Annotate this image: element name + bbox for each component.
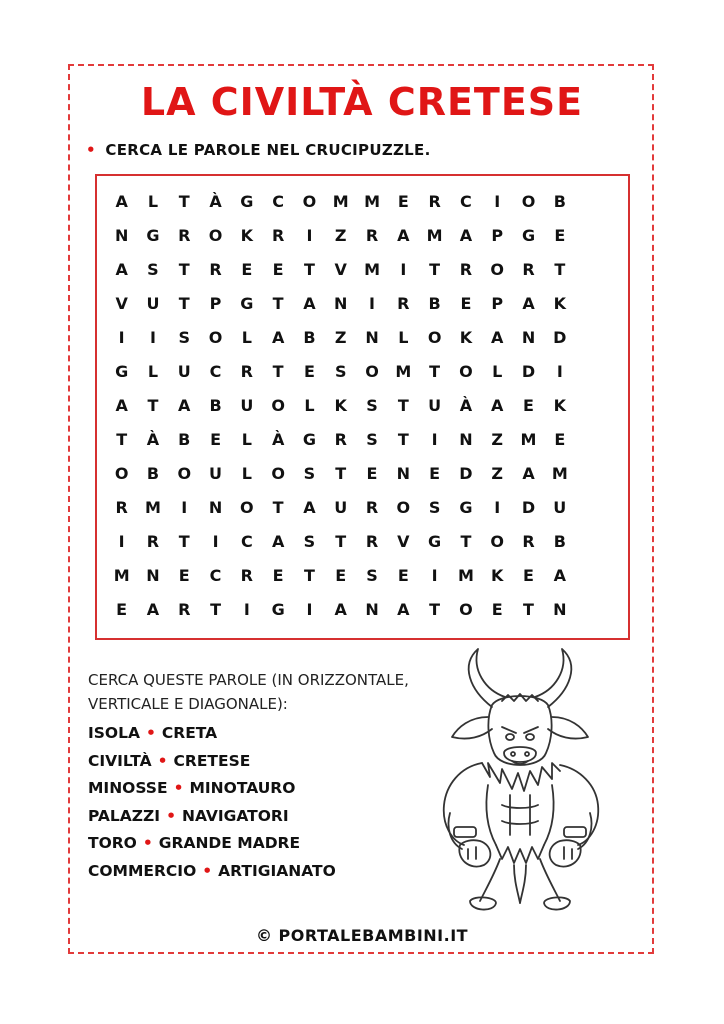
grid-letter: A [397,600,410,619]
word-list-line [88,803,448,831]
grid-letter: B [428,294,441,313]
grid-letter: M [520,430,537,449]
grid-letter: À [146,430,160,449]
instruction-text: CERCA LE PAROLE NEL CRUCIPUZZLE. [105,141,431,159]
grid-letter: I [494,192,501,211]
grid-letter: E [210,430,221,449]
grid-letter: E [335,566,347,585]
grid-letter: A [303,294,316,313]
grid-letter: R [115,498,128,517]
grid-letter: C [240,532,253,551]
grid-letter: R [146,532,160,551]
grid-letter: D [521,362,536,381]
grid-letter: N [114,226,129,245]
search-word: ISOLA [88,724,140,742]
bullet-icon: • [157,751,168,770]
grid-letter: N [208,498,223,517]
bullet-icon: • [86,141,96,159]
grid-row [106,392,617,426]
grid-letter: D [553,328,567,347]
grid-letter: B [303,328,316,347]
grid-letter: E [178,566,190,585]
grid-letter: E [554,430,566,449]
search-word: CIVILTÀ [88,751,152,770]
word-list-line [88,748,448,776]
grid-letter: T [178,532,190,551]
grid-letter: A [271,328,285,347]
grid-letter: N [459,430,473,449]
grid-letter: U [146,294,160,313]
grid-letter: T [429,362,441,381]
grid-letter: G [240,192,254,211]
grid-letter: O [459,362,473,381]
grid-letter: E [116,600,128,619]
search-word: CRETA [161,724,218,742]
grid-letter: T [460,532,472,551]
grid-letter: A [459,226,473,245]
grid-letter: T [554,260,566,279]
word-list-line [88,858,448,886]
grid-row [106,426,617,460]
grid-letter: C [209,362,222,381]
grid-letter: A [115,192,128,211]
grid-letter: Z [334,328,347,347]
grid-letter: B [209,396,222,415]
grid-letter: O [177,464,192,483]
grid-letter: R [271,226,285,245]
footer-credit: © PORTALEBAMBINI.IT [255,926,469,945]
grid-letter: M [144,498,161,517]
grid-letter: R [522,532,535,551]
grid-letter: S [334,362,347,381]
grid-letter: L [492,362,503,381]
grid-letter: R [365,532,379,551]
grid-letter: M [113,566,130,585]
grid-letter: K [334,396,347,415]
word-list-line [88,720,448,748]
grid-letter: A [271,532,285,551]
grid-letter: P [209,294,222,313]
grid-row [106,562,617,596]
bullet-icon: • [166,806,176,825]
grid-row [106,494,617,528]
grid-letter: T [429,600,441,619]
grid-letter: L [241,328,252,347]
grid-letter: A [115,396,128,415]
grid-row [106,596,617,630]
grid-letter: I [149,328,156,347]
grid-letter: R [334,430,347,449]
grid-row [106,460,617,494]
grid-letter: A [334,600,347,619]
grid-letter: E [272,260,284,279]
grid-letter: I [494,498,501,517]
grid-letter: O [240,498,254,517]
grid-letter: I [181,498,188,517]
grid-letter: À [209,192,222,211]
grid-letter: E [554,226,566,245]
grid-letter: S [366,396,378,415]
grid-letter: T [178,192,190,211]
bullet-icon: • [145,724,156,742]
grid-row [106,528,617,562]
grid-letter: D [459,464,473,483]
grid-letter: K [240,226,254,245]
grid-letter: R [209,260,222,279]
grid-letter: K [553,396,566,415]
grid-letter: T [335,464,347,483]
grid-letter: R [178,226,191,245]
grid-letter: T [429,260,441,279]
grid-letter: I [306,226,313,245]
bullet-icon: • [142,834,153,852]
grid-letter: G [459,498,473,517]
grid-letter: M [426,226,443,245]
grid-letter: D [521,498,536,517]
grid-letter: E [460,294,472,313]
grid-letter: U [240,396,254,415]
grid-letter: M [364,192,380,211]
grid-letter: T [523,600,534,619]
grid-letter: T [147,396,159,415]
grid-letter: A [522,464,535,483]
grid-letter: P [491,294,504,313]
grid-letter: O [208,226,223,245]
grid-letter: N [334,294,348,313]
grid-letter: I [431,430,438,449]
bullet-icon: • [173,779,184,797]
grid-letter: M [457,566,474,585]
grid-letter: S [147,260,159,279]
grid-letter: G [271,600,285,619]
grid-letter: O [208,328,223,347]
search-word: MINOSSE [88,779,168,797]
grid-letter: U [177,362,191,381]
grid-letter: L [147,362,159,381]
grid-letter: E [303,362,315,381]
grid-letter: N [365,600,379,619]
grid-letter: R [365,498,379,517]
grid-letter: C [272,192,284,211]
grid-letter: L [241,464,252,483]
grid-row [106,256,617,290]
grid-letter: O [396,498,411,517]
grid-letter: B [146,464,160,483]
grid-letter: K [491,566,504,585]
grid-letter: L [304,396,315,415]
grid-letter: S [366,430,378,449]
grid-letter: U [334,498,348,517]
search-word: TORO [88,834,137,852]
grid-letter: N [146,566,160,585]
search-word: ARTIGIANATO [218,861,336,880]
grid-letter: T [178,260,190,279]
grid-letter: E [491,600,503,619]
grid-letter: E [272,566,284,585]
grid-letter: G [115,362,129,381]
grid-letter: O [427,328,442,347]
grid-letter: A [146,600,160,619]
grid-letter: G [240,294,254,313]
search-word: NAVIGATORI [181,806,289,825]
page-title: LA CIVILTÀ CRETESE [140,80,584,124]
grid-letter: T [397,396,409,415]
search-word: GRANDE MADRE [158,834,301,852]
grid-letter: T [272,498,284,517]
grid-letter: U [553,498,567,517]
grid-letter: I [243,600,250,619]
grid-letter: Z [491,464,504,483]
grid-letter: O [490,260,505,279]
grid-letter: E [523,566,534,585]
grid-letter: I [118,532,125,551]
grid-letter: I [212,532,219,551]
grid-letter: I [306,600,313,619]
grid-letter: I [369,294,375,313]
grid-letter: A [397,226,410,245]
grid-letter: S [428,498,441,517]
grid-letter: T [335,532,347,551]
grid-letter: E [397,192,409,211]
grid-row [106,324,617,358]
grid-letter: M [332,192,349,211]
grid-letter: S [303,532,316,551]
search-word: PALAZZI [88,806,161,825]
grid-letter: N [365,328,379,347]
grid-letter: C [460,192,472,211]
grid-letter: G [521,226,536,245]
grid-letter: T [116,430,128,449]
grid-letter: R [397,294,410,313]
grid-letter: A [491,328,504,347]
grid-letter: À [271,430,285,449]
grid-letter: T [303,260,315,279]
grid-letter: O [271,396,285,415]
word-list-panel [88,668,448,885]
grid-letter: B [553,532,566,551]
grid-letter: Z [491,430,504,449]
word-list [88,720,448,885]
grid-letter: B [178,430,191,449]
grid-letter: K [553,294,566,313]
grid-letter: T [272,294,284,313]
instruction [86,140,431,160]
grid-row [106,358,617,392]
grid-letter: O [114,464,129,483]
grid-letter: T [397,430,409,449]
grid-letter: R [178,600,191,619]
grid-letter: R [240,362,253,381]
grid-letter: N [553,600,567,619]
grid-letter: A [522,294,535,313]
grid-letter: Z [334,226,347,245]
grid-letter: S [178,328,190,347]
grid-row [106,188,617,222]
grid-letter: R [240,566,253,585]
grid-letter: E [523,396,534,415]
grid-letter: K [459,328,473,347]
grid-letter: R [428,192,441,211]
grid-letter: À [459,396,473,415]
grid-letter: S [366,566,378,585]
search-word: MINOTAURO [189,779,296,797]
word-search-grid [106,188,617,630]
grid-letter: C [209,566,222,585]
grid-letter: B [553,192,566,211]
grid-letter: G [146,226,160,245]
grid-letter: G [428,532,442,551]
grid-letter: V [334,260,347,279]
grid-letter: L [398,328,409,347]
bullet-icon: • [202,861,213,880]
grid-letter: U [428,396,442,415]
grid-letter: T [210,600,221,619]
grid-row [106,222,617,256]
grid-letter: L [241,430,252,449]
grid-letter: N [521,328,536,347]
word-list-intro: CERCA QUESTE PAROLE (IN ORIZZONTALE, VERTICALE E DIAGONALE): [88,671,409,713]
grid-letter: V [397,532,410,551]
grid-letter: P [491,226,504,245]
grid-letter: R [365,226,379,245]
minotaur-illustration [430,645,610,925]
search-word: CRETESE [173,751,251,770]
grid-letter: O [490,532,505,551]
grid-letter: A [303,498,316,517]
grid-letter: S [303,464,316,483]
grid-letter: O [459,600,473,619]
grid-letter: R [459,260,473,279]
grid-letter: O [521,192,536,211]
grid-letter: M [551,464,568,483]
grid-letter: N [396,464,411,483]
word-list-line [88,775,448,803]
grid-letter: L [147,192,159,211]
grid-letter: O [365,362,379,381]
grid-letter: I [400,260,407,279]
grid-letter: V [115,294,128,313]
grid-letter: E [366,464,378,483]
grid-row [106,290,617,324]
grid-letter: A [553,566,566,585]
grid-letter: O [271,464,285,483]
word-list-line [88,830,448,858]
grid-letter: E [397,566,409,585]
grid-letter: T [272,362,284,381]
grid-letter: R [522,260,535,279]
grid-letter: E [429,464,441,483]
grid-letter: U [209,464,223,483]
grid-letter: G [302,430,316,449]
grid-letter: T [178,294,190,313]
grid-letter: I [118,328,125,347]
grid-letter: A [115,260,128,279]
grid-letter: T [303,566,315,585]
grid-letter: E [241,260,253,279]
grid-letter: I [556,362,563,381]
grid-letter: A [491,396,504,415]
search-word: COMMERCIO [88,861,197,880]
grid-letter: O [302,192,317,211]
grid-letter: I [431,566,438,585]
grid-letter: A [178,396,191,415]
grid-letter: M [395,362,412,381]
grid-letter: M [364,260,380,279]
